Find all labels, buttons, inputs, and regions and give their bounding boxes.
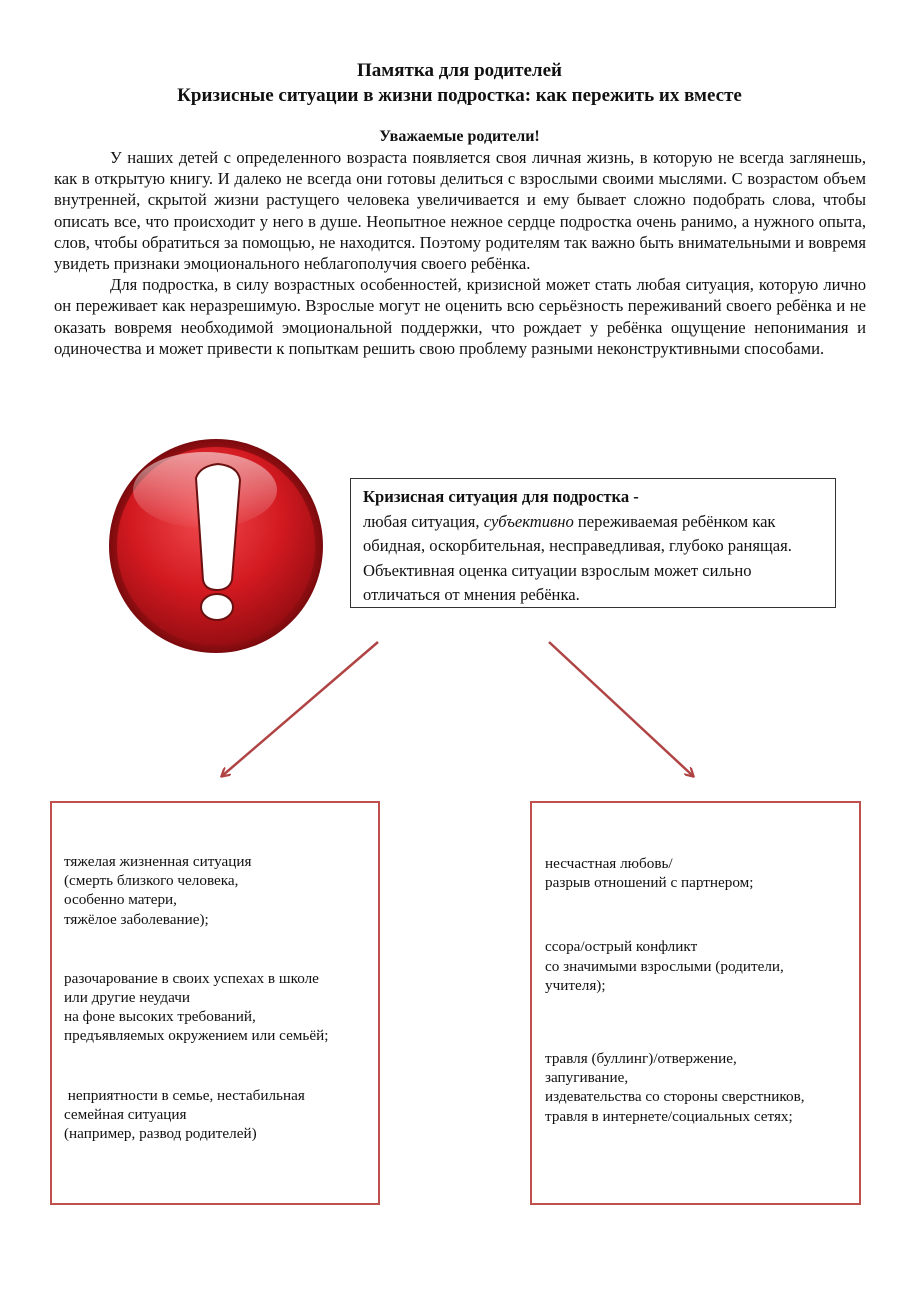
list-line: на фоне высоких требований,	[64, 1008, 256, 1026]
list-line: учителя);	[545, 976, 606, 994]
list-item	[545, 1049, 847, 1126]
arrow-right	[549, 642, 693, 776]
page-title: Памятка для родителей	[357, 60, 562, 81]
list-line: запугивание,	[545, 1069, 629, 1087]
list-line: разочарование в своих успехах в школе	[64, 969, 319, 987]
list-line: тяжёлое заболевание);	[64, 910, 209, 928]
list-line: (смерть близкого человека,	[64, 872, 239, 890]
list-line: несчастная любовь/	[545, 855, 673, 872]
greeting: Уважаемые родители!	[379, 128, 540, 145]
left-situations-box	[50, 801, 380, 1205]
list-line: со значимыми взрослыми (родители,	[545, 957, 784, 975]
list-line: разрыв отношений с партнером;	[545, 874, 754, 892]
definition-text-part: любая ситуация,	[363, 511, 484, 531]
list-line: травля (буллинг)/отвержение,	[545, 1050, 737, 1068]
page-subtitle: Кризисные ситуации в жизни подростка: как пережить их вместе	[177, 85, 742, 106]
list-line: (например, развод родителей)	[64, 1125, 257, 1143]
list-item	[64, 852, 366, 929]
intro-paragraph-2: Для подростка, в силу возрастных особенностей, кризисной может стать любая ситуация, которую лично он переживает как неразрешимую. Взрослые могут не оценить всю серьёзность переживаний своего ребёнка и не оказать вовремя необходимой эмоциональной поддержки, что рождает у ребёнка ощущение непонимания и одиночества и может привести к попыткам решить свою проблему разными неконструктивными способами.	[54, 275, 866, 358]
exclamation-icon	[109, 439, 323, 653]
connector-arrows	[222, 642, 693, 776]
arrow-left	[222, 642, 378, 776]
list-line: травля в интернете/социальных сетях;	[545, 1107, 793, 1125]
right-situations-box	[530, 801, 861, 1205]
definition-text-part: переживаемая ребёнком как обидная, оскорбительная, несправедливая, глубоко ранящая. Объективная оценка ситуации взрослым может сильно отличаться от мнения ребёнка.	[363, 511, 792, 604]
list-line: тяжелая жизненная ситуация	[64, 853, 252, 870]
intro-paragraph-1: У наших детей с определенного возраста появляется своя личная жизнь, в которую не всегда заглянешь, как в открытую книгу. И далеко не всегда они готовы делиться с взрослыми своими мыслями. С возрастом объем внутренней, скрытой жизни растущего человека увеличивается и ему бывает сложно подобрать слова, чтобы описать все, что происходит у него в душе. Неопытное нежное сердце подростка очень ранимо, а нужного опыта, слов, чтобы обратиться за помощью, не находится. Поэтому родителям так важно быть внимательными и вовремя увидеть признаки эмоционального неблагополучия своего ребёнка.	[54, 148, 866, 274]
list-line: предъявляемых окружением или семьёй;	[64, 1027, 329, 1045]
list-line: ссора/острый конфликт	[545, 938, 698, 956]
list-item	[545, 937, 847, 995]
list-line: семейная ситуация	[64, 1105, 187, 1123]
definition-emphasis: субъективно	[483, 511, 574, 531]
list-line: издевательства со стороны сверстников,	[545, 1088, 805, 1106]
definition-title: Кризисная ситуация для подростка -	[363, 487, 639, 506]
list-line: неприятности в семье, нестабильная	[64, 1086, 305, 1104]
list-item	[64, 1086, 366, 1144]
list-line: или другие неудачи	[64, 989, 190, 1007]
list-line: особенно матери,	[64, 891, 177, 909]
definition-box	[350, 478, 836, 608]
definition-text	[363, 510, 825, 608]
list-item	[64, 969, 366, 1046]
list-item	[545, 854, 847, 892]
